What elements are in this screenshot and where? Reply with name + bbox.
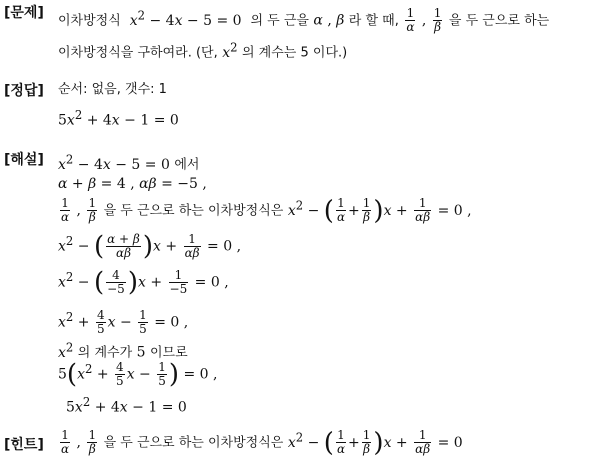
solution-line-7-kr2: 이므로 (149, 345, 188, 361)
problem-ra: 라 할 때, (348, 13, 399, 29)
answer-line-1: 순서: 없음, 갯수: 1 (58, 82, 167, 97)
fraction-one-over-alpha: $\frac{1}{\alpha}$ (406, 6, 415, 35)
problem-line-2-mid: 의 계수는 5 이다.) (241, 45, 348, 61)
fraction-one-over-beta: $\frac{1}{\beta}$ (433, 6, 442, 35)
solution-line-7-five: 5 (136, 344, 146, 361)
solution-line-6: $x^2$ + $\frac{4}{5}$ x − $\frac{1}{5}$ = 0 , (58, 308, 189, 337)
hint-text: 을 두 근으로 하는 이차방정식은 (103, 435, 284, 451)
problem-line-2-text: 이차방정식을 구하여라. (단, (58, 45, 218, 61)
problem-prefix: 이차방정식 (58, 13, 121, 29)
solution-line-1-kr: 에서 (174, 157, 200, 173)
solution-line-3-kr: 을 두 근으로 하는 이차방정식은 (103, 203, 284, 219)
solution-line-4: $x^2$ − ( $\frac{\alpha + \beta}{\alpha\beta}$ )x + $\frac{1}{\alpha\beta}$ = 0 , (58, 231, 242, 262)
alpha-symbol: α (313, 12, 323, 29)
answer-label: [정답] (4, 83, 44, 99)
solution-line-9: $5x^2 + 4x - 1 = 0$ (66, 395, 187, 416)
solution-line-5: $x^2$ − ( $\frac{4}{-5}$ )x + $\frac{1}{-5}$ = 0 , (58, 267, 229, 298)
beta-symbol: β (336, 12, 345, 29)
problem-mid: 의 두 근을 (250, 13, 309, 29)
hint-line: $\frac{1}{\alpha}$ , $\frac{1}{\beta}$ 을 두 근으로 하는 이차방정식은 $x^2$ − ( $\frac{1}{\alpha}$ + $\frac{1}{\beta}$ )x + $\frac{1}{\alpha\beta}$ = 0 (61, 427, 463, 458)
solution-label: [해설] (4, 152, 44, 168)
hint-label: [힌트] (4, 437, 44, 453)
solution-line-8: $5(x^2$ + $\frac{4}{5}$ x − $\frac{1}{5}$ ) = 0 , (58, 359, 218, 390)
solution-line-3: $\frac{1}{\alpha}$ , $\frac{1}{\beta}$ 을 두 근으로 하는 이차방정식은 $x^2$ − ( $\frac{1}{\alpha}$ + $\frac{1}{\beta}$ )x + $\frac{1}{\alpha\beta}$ = 0 , (61, 195, 472, 226)
solution-line-1: $x^2 - 4x - 5 = 0$ 에서 (58, 152, 200, 173)
problem-equation: $x^2 - 4x - 5 = 0$ (129, 8, 247, 29)
solution-line-7: $x^2$ 의 계수가 5 이므로 (58, 340, 188, 361)
problem-line-2: 이차방정식을 구하여라. (단, $x^2$ 의 계수는 5 이다.) (58, 40, 348, 61)
solution-line-2: α + β = 4 , αβ = −5 , (58, 176, 207, 192)
problem-suffix: 을 두 근으로 하는 (448, 13, 550, 29)
problem-label: [문제] (4, 5, 44, 21)
answer-line-2: $5x^2 + 4x - 1 = 0$ (58, 108, 179, 129)
problem-line-1: 이차방정식 $x^2 - 4x - 5 = 0$ 의 두 근을 α , β 라 할 때, $\frac{1}{\alpha}$ , $\frac{1}{\beta}$ 을 두 근으로 하는 (58, 6, 550, 35)
solution-line-7-kr1: 의 계수가 (77, 345, 133, 361)
